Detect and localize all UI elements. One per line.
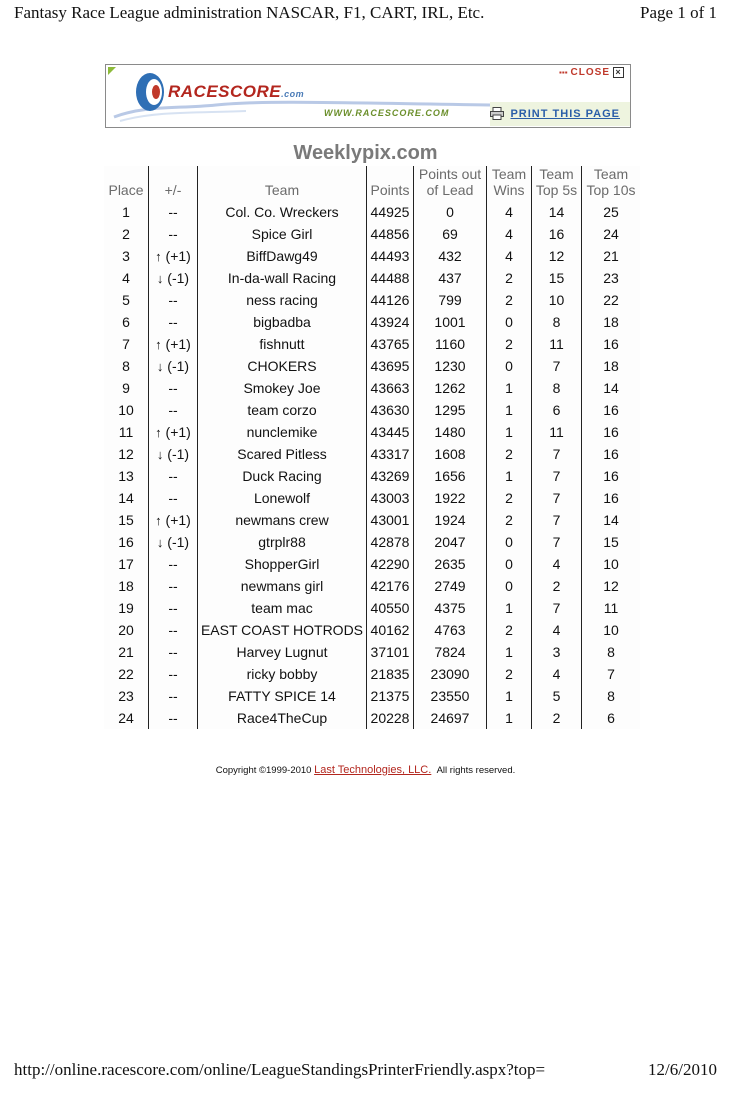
cell-place: 19 [118,600,134,616]
cell-change: -- [149,619,198,641]
cell-place: 9 [122,380,130,396]
table-row [104,553,640,575]
cell-wins: 2 [487,619,532,641]
cell-lead: 2047 [414,531,487,553]
table-row [104,201,640,223]
cell-top10: 14 [582,509,641,531]
cell-team: team corzo [198,399,367,421]
cell-top5: 12 [532,245,582,267]
cell-change [149,531,198,553]
cell-points: 43695 [367,355,414,377]
cell-lead: 1608 [414,443,487,465]
cell-top10: 16 [582,399,641,421]
cell-points: 43003 [367,487,414,509]
cell-lead: 69 [414,223,487,245]
cell-place: 5 [122,292,130,308]
last-technologies-link[interactable]: Last Technologies, LLC. [314,764,432,776]
cell-points: 43445 [367,421,414,443]
cell-top10: 25 [582,201,641,223]
cell-wins: 2 [487,267,532,289]
cell-lead: 1001 [414,311,487,333]
cell-wins: 1 [487,641,532,663]
cell-change: -- [149,487,198,509]
cell-wins: 1 [487,399,532,421]
cell-change: -- [149,201,198,223]
cell-wins: 0 [487,355,532,377]
cell-lead: 432 [414,245,487,267]
cell-points: 21375 [367,685,414,707]
cell-top5: 7 [532,531,582,553]
cell-change: -- [149,707,198,729]
cell-change: -- [149,641,198,663]
cell-team: BiffDawg49 [198,245,367,267]
cell-wins: 0 [487,575,532,597]
cell-place: 10 [118,402,134,418]
table-row [104,641,640,663]
print-header-title: Fantasy Race League administration NASCAR, F1, CART, IRL, Etc. [14,3,485,22]
cell-team: nunclemike [198,421,367,443]
cell-top5: 4 [532,619,582,641]
logo-suffix: .com [281,89,305,99]
cell-place: 16 [118,534,134,550]
cell-wins: 0 [487,531,532,553]
cell-wins: 4 [487,201,532,223]
cell-change: -- [149,575,198,597]
cell-wins: 2 [487,333,532,355]
cell-wins: 2 [487,443,532,465]
cell-top10: 11 [582,597,641,619]
col-place-header: Place [108,182,144,198]
cell-place: 3 [122,248,130,264]
cell-lead: 1295 [414,399,487,421]
cell-place: 18 [118,578,134,594]
cell-top5: 15 [532,267,582,289]
cell-points: 43630 [367,399,414,421]
cell-team: ShopperGirl [198,553,367,575]
cell-points: 44856 [367,223,414,245]
cell-top5: 7 [532,355,582,377]
table-row [104,597,640,619]
arrow-up-icon: ↑ [155,337,162,352]
cell-team: Duck Racing [198,465,367,487]
cell-wins: 2 [487,289,532,311]
cell-top5: 11 [532,333,582,355]
cell-team: Race4TheCup [198,707,367,729]
cell-points: 40550 [367,597,414,619]
cell-points: 43765 [367,333,414,355]
cell-points: 21835 [367,663,414,685]
change-value: (-1) [167,270,190,286]
change-value: (+1) [165,424,191,440]
close-button[interactable] [559,67,624,78]
print-header-page-number: Page 1 of 1 [640,3,717,22]
cell-team: Col. Co. Wreckers [198,201,367,223]
cell-lead: 0 [414,201,487,223]
close-icon: × [613,67,624,78]
cell-top5: 6 [532,399,582,421]
cell-top10: 21 [582,245,641,267]
cell-points: 43317 [367,443,414,465]
cell-change: -- [149,663,198,685]
cell-wins: 1 [487,685,532,707]
cell-top5: 7 [532,487,582,509]
cell-top5: 2 [532,575,582,597]
cell-top10: 16 [582,333,641,355]
cell-place: 22 [118,666,134,682]
table-row [104,575,640,597]
cell-lead: 7824 [414,641,487,663]
cell-team: Scared Pitless [198,443,367,465]
cell-top10: 7 [582,663,641,685]
arrow-up-icon: ↑ [155,249,162,264]
cell-top5: 4 [532,553,582,575]
arrow-down-icon: ↓ [156,447,164,462]
close-label: CLOSE [570,67,610,78]
col-change-header: +/- [149,166,198,201]
cell-top5: 5 [532,685,582,707]
arrow-down-icon: ↓ [156,271,164,286]
cell-points: 44925 [367,201,414,223]
cell-points: 42878 [367,531,414,553]
cell-top10: 18 [582,311,641,333]
racescore-banner [105,64,631,128]
print-page-button[interactable] [490,107,620,120]
cell-lead: 1656 [414,465,487,487]
table-row [104,531,640,553]
cell-change: -- [149,399,198,421]
col-wins-header: Team Wins [487,166,532,201]
arrow-up-icon: ↑ [155,513,162,528]
cell-top10: 10 [582,553,641,575]
cell-top10: 16 [582,421,641,443]
cell-place: 11 [118,424,134,440]
cell-wins: 1 [487,465,532,487]
rights-text: All rights reserved. [436,765,516,776]
table-row [104,311,640,333]
cell-lead: 23550 [414,685,487,707]
cell-points: 42176 [367,575,414,597]
dots-icon: ▪▪▪ [559,68,568,77]
cell-top5: 7 [532,465,582,487]
cell-team: Spice Girl [198,223,367,245]
cell-team: Lonewolf [198,487,367,509]
table-row [104,289,640,311]
cell-lead: 24697 [414,707,487,729]
cell-top5: 16 [532,223,582,245]
print-label: PRINT THIS PAGE [510,107,620,120]
cell-top10: 8 [582,641,641,663]
cell-team: EAST COAST HOTRODS [198,619,367,641]
league-title: Weeklypix.com [293,142,438,164]
cell-place: 23 [118,688,134,704]
cell-top5: 2 [532,707,582,729]
table-row [104,487,640,509]
cell-change: -- [149,685,198,707]
col-points-header: Points [367,166,414,201]
cell-top5: 7 [532,443,582,465]
cell-place: 4 [122,270,130,286]
logo-text: RACESCORE [168,82,282,101]
cell-place: 14 [118,490,134,506]
cell-lead: 1262 [414,377,487,399]
change-value: (-1) [167,534,190,550]
cell-top10: 15 [582,531,641,553]
cell-place: 21 [118,644,134,660]
cell-wins: 1 [487,377,532,399]
table-row [104,619,640,641]
cell-place: 24 [118,710,134,726]
cell-place: 17 [118,556,134,572]
cell-wins: 0 [487,553,532,575]
cell-top10: 16 [582,465,641,487]
cell-place: 8 [122,358,130,374]
cell-change [149,267,198,289]
cell-lead: 1922 [414,487,487,509]
cell-top5: 7 [532,597,582,619]
cell-top5: 8 [532,311,582,333]
cell-change: -- [149,289,198,311]
cell-wins: 2 [487,663,532,685]
print-footer-url: http://online.racescore.com/online/LeagueStandingsPrinterFriendly.aspx?top= [14,1060,546,1079]
cell-change: -- [149,311,198,333]
cell-points: 44488 [367,267,414,289]
cell-points: 43663 [367,377,414,399]
cell-top5: 7 [532,509,582,531]
print-footer-date: 12/6/2010 [648,1060,717,1079]
cell-points: 44126 [367,289,414,311]
cell-top5: 4 [532,663,582,685]
cell-team: bigbadba [198,311,367,333]
cell-lead: 1924 [414,509,487,531]
cell-top5: 11 [532,421,582,443]
cell-lead: 1480 [414,421,487,443]
cell-wins: 1 [487,707,532,729]
cell-lead: 437 [414,267,487,289]
cell-wins: 2 [487,487,532,509]
arrow-up-icon: ↑ [155,425,162,440]
cell-team: fishnutt [198,333,367,355]
cell-points: 20228 [367,707,414,729]
cell-change: -- [149,597,198,619]
cell-top10: 23 [582,267,641,289]
table-row [104,355,640,377]
cell-team: ricky bobby [198,663,367,685]
cell-points: 43924 [367,311,414,333]
table-row [104,333,640,355]
table-row [104,443,640,465]
cell-team: In-da-wall Racing [198,267,367,289]
col-top10-header: Team Top 10s [582,166,641,201]
standings-table [104,166,640,729]
cell-team: team mac [198,597,367,619]
cell-team: newmans crew [198,509,367,531]
cell-team: Harvey Lugnut [198,641,367,663]
cell-top10: 14 [582,377,641,399]
cell-wins: 1 [487,597,532,619]
cell-place: 6 [122,314,130,330]
cell-top10: 10 [582,619,641,641]
table-row [104,685,640,707]
cell-points: 40162 [367,619,414,641]
table-header-row [104,166,640,201]
cell-place: 1 [122,204,130,220]
cell-top10: 24 [582,223,641,245]
table-row [104,399,640,421]
cell-team: ness racing [198,289,367,311]
cell-lead: 2749 [414,575,487,597]
copyright-text: Copyright ©1999-2010 [215,765,312,776]
cell-lead: 23090 [414,663,487,685]
cell-change: -- [149,223,198,245]
table-row [104,707,640,729]
cell-change: -- [149,465,198,487]
cell-change [149,509,198,531]
table-row [104,509,640,531]
cell-top10: 8 [582,685,641,707]
cell-team: newmans girl [198,575,367,597]
change-value: (+1) [165,336,191,352]
cell-top5: 10 [532,289,582,311]
cell-change [149,245,198,267]
cell-lead: 4763 [414,619,487,641]
cell-team: CHOKERS [198,355,367,377]
cell-points: 43001 [367,509,414,531]
cell-place: 15 [118,512,134,528]
cell-place: 20 [118,622,134,638]
cell-top10: 22 [582,289,641,311]
cell-points: 37101 [367,641,414,663]
cell-place: 2 [122,226,130,242]
cell-place: 13 [118,468,134,484]
table-row [104,223,640,245]
cell-team: Smokey Joe [198,377,367,399]
cell-top5: 14 [532,201,582,223]
change-value: (+1) [165,248,191,264]
table-row [104,465,640,487]
table-row [104,245,640,267]
col-lead-header: Points out of Lead [414,166,487,201]
cell-lead: 799 [414,289,487,311]
col-team-header: Team [198,166,367,201]
arrow-down-icon: ↓ [156,535,164,550]
cell-top10: 16 [582,443,641,465]
cell-wins: 4 [487,223,532,245]
printer-icon [490,107,504,120]
copyright [0,764,731,776]
cell-team: FATTY SPICE 14 [198,685,367,707]
cell-lead: 1160 [414,333,487,355]
table-row [104,377,640,399]
arrow-down-icon: ↓ [156,359,164,374]
table-row [104,663,640,685]
cell-top10: 18 [582,355,641,377]
cell-lead: 1230 [414,355,487,377]
cell-top10: 12 [582,575,641,597]
cell-lead: 2635 [414,553,487,575]
cell-lead: 4375 [414,597,487,619]
change-value: (-1) [167,358,190,374]
cell-place: 12 [118,446,134,462]
cell-change [149,355,198,377]
cell-wins: 4 [487,245,532,267]
cell-wins: 1 [487,421,532,443]
cell-change [149,443,198,465]
change-value: (+1) [165,512,191,528]
table-row [104,267,640,289]
cell-top5: 3 [532,641,582,663]
cell-points: 42290 [367,553,414,575]
cell-change: -- [149,377,198,399]
cell-points: 44493 [367,245,414,267]
racescore-logo [168,82,304,102]
cell-wins: 2 [487,509,532,531]
cell-top5: 8 [532,377,582,399]
cell-points: 43269 [367,465,414,487]
table-row [104,421,640,443]
cell-team: gtrplr88 [198,531,367,553]
col-top5-header: Team Top 5s [532,166,582,201]
cell-change [149,333,198,355]
cell-top10: 6 [582,707,641,729]
cell-top10: 16 [582,487,641,509]
cell-wins: 0 [487,311,532,333]
banner-url: WWW.RACESCORE.COM [324,108,450,118]
cell-place: 7 [122,336,130,352]
cell-change: -- [149,553,198,575]
change-value: (-1) [167,446,190,462]
cell-change [149,421,198,443]
